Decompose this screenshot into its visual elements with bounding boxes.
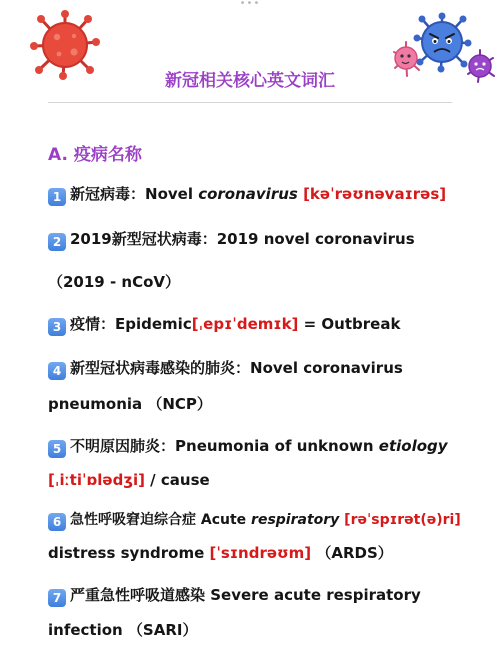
item-3-en-post: = Outbreak	[298, 315, 401, 333]
title-divider	[48, 102, 452, 103]
item-1-zh: 新冠病毒：	[70, 185, 146, 203]
vocab-item-2-cont: （2019 - nCoV）	[48, 273, 181, 291]
item-6-en-italic: respiratory	[251, 512, 340, 528]
vocab-item-2	[48, 229, 415, 251]
number-badge-2: 2	[48, 233, 66, 251]
vocab-item-5-cont	[48, 470, 210, 490]
window-dots: •••	[239, 0, 261, 9]
item-7-en: Severe acute respiratory	[210, 586, 421, 604]
item-6-ipa-2: [ˈsɪndrəʊm]	[209, 544, 312, 562]
section-heading: A. 疫病名称	[48, 145, 142, 165]
item-4-en: Novel coronavirus	[250, 359, 403, 377]
item-5-zh: 不明原因肺炎：	[70, 437, 176, 455]
page-title: 新冠相关核心英文词汇	[165, 71, 335, 91]
item-7-zh: 严重急性呼吸道感染	[70, 586, 211, 604]
item-3-zh: 疫情：	[70, 315, 116, 333]
number-badge-6: 6	[48, 513, 66, 531]
item-6-ipa: [rəˈspɪrət(ə)ri]	[344, 512, 461, 528]
number-badge-1: 1	[48, 188, 66, 206]
item-6-zh: 急性呼吸窘迫综合症	[70, 512, 201, 528]
vocab-item-7	[48, 585, 421, 607]
vocab-item-6	[48, 510, 461, 531]
item-2-en: 2019 novel coronavirus	[216, 230, 415, 248]
item-5-en-post: / cause	[144, 471, 210, 489]
item-1-en: Novel	[145, 185, 199, 203]
number-badge-5: 5	[48, 440, 66, 458]
item-2-zh: 2019新型冠状病毒：	[70, 230, 217, 248]
item-5-en: Pneumonia of unknown	[175, 437, 379, 455]
number-badge-4: 4	[48, 362, 66, 380]
item-5-en-italic: etiology	[378, 437, 448, 455]
vocab-item-3	[48, 314, 400, 336]
item-4-zh: 新型冠状病毒感染的肺炎：	[70, 359, 251, 377]
item-6-en: Acute	[200, 512, 252, 528]
vocab-item-1	[48, 184, 446, 206]
vocab-item-5	[48, 436, 448, 458]
item-3-en: Epidemic	[115, 315, 192, 333]
item-6-cont-post: （ARDS）	[311, 544, 393, 562]
number-badge-7: 7	[48, 589, 66, 607]
item-1-en-italic: coronavirus	[198, 185, 298, 203]
vocab-item-4	[48, 358, 403, 380]
item-3-ipa: [ˌepɪˈdemɪk]	[191, 315, 299, 333]
item-5-ipa: [ˌiːtiˈɒlədʒi]	[48, 471, 145, 489]
vocab-item-7-cont: infection （SARI）	[48, 621, 198, 639]
vocab-item-6-cont	[48, 543, 393, 563]
item-1-ipa: [kəˈrəʊnəvaɪrəs]	[303, 185, 447, 203]
number-badge-3: 3	[48, 318, 66, 336]
item-6-cont-pre: distress syndrome	[48, 544, 210, 562]
vocab-item-4-cont: pneumonia （NCP）	[48, 395, 212, 413]
